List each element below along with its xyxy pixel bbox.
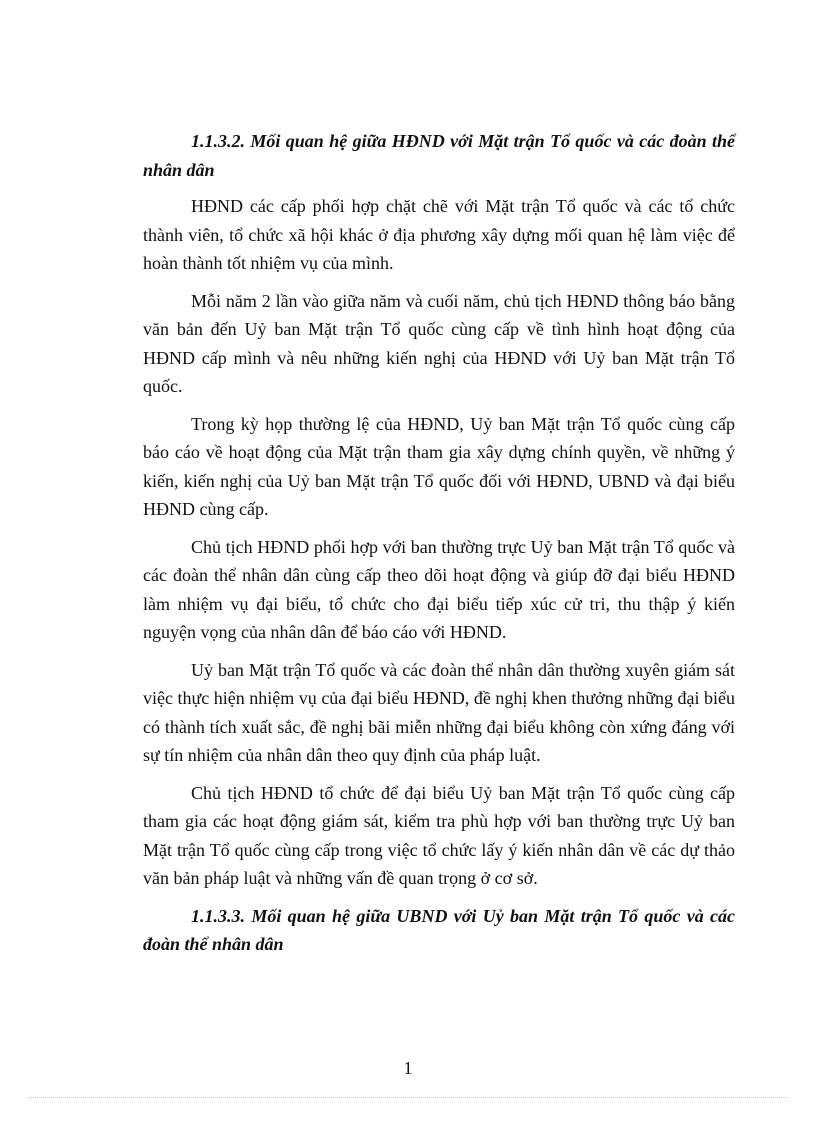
- section-heading-1-1-3-2: 1.1.3.2. Mối quan hệ giữa HĐND với Mặt trận Tổ quốc và các đoàn thể nhân dân: [143, 131, 735, 180]
- page-number: 1: [403, 1058, 413, 1078]
- section-heading-1-1-3-3: 1.1.3.3. Mối quan hệ giữa UBND với Uỷ ban Mặt trận Tổ quốc và các đoàn thể nhân dân: [143, 905, 735, 954]
- paragraph: Trong kỳ họp thường lệ của HĐND, Uỷ ban Mặt trận Tổ quốc cùng cấp báo cáo về hoạt động của Mặt trận tham gia xây dựng chính quyền, về những ý kiến, kiến nghị của Uỷ ban Mặt trận Tổ quốc đối với HĐND, UBND và đại biểu HĐND cùng cấp.: [143, 413, 735, 519]
- paragraph: Mỗi năm 2 lần vào giữa năm và cuối năm, chủ tịch HĐND thông báo bằng văn bản đến Uỷ ban Mặt trận Tổ quốc cùng cấp về tình hình hoạt động của HĐND cấp mình và nêu những kiến nghị của HĐND với Uỷ ban Mặt trận Tổ quốc.: [143, 290, 735, 396]
- paragraph: Chủ tịch HĐND tổ chức để đại biểu Uỷ ban Mặt trận Tổ quốc cùng cấp tham gia các hoạt động giám sát, kiểm tra phù hợp với ban thường trực Uỷ ban Mặt trận Tổ quốc cùng cấp trong việc tổ chức lấy ý kiến nhân dân về các dự thảo văn bản pháp luật và những vấn đề quan trọng ở cơ sở.: [143, 782, 735, 888]
- paragraph: HĐND các cấp phối hợp chặt chẽ với Mặt trận Tổ quốc và các tổ chức thành viên, tổ chức xã hội khác ở địa phương xây dựng mối quan hệ làm việc để hoàn thành tốt nhiệm vụ của mình.: [143, 196, 735, 273]
- paragraph: Uỷ ban Mặt trận Tổ quốc và các đoàn thể nhân dân thường xuyên giám sát việc thực hiện nhiệm vụ của đại biểu HĐND, đề nghị khen thưởng những đại biểu có thành tích xuất sắc, đề nghị bãi miễn những đại biểu không còn xứng đáng với sự tín nhiệm của nhân dân theo quy định của pháp luật.: [143, 659, 735, 765]
- page-bottom-divider: [28, 1097, 788, 1098]
- document-body: [143, 127, 735, 967]
- paragraph: Chủ tịch HĐND phối hợp với ban thường trực Uỷ ban Mặt trận Tổ quốc và các đoàn thể nhân dân cùng cấp theo dõi hoạt động và giúp đỡ đại biểu HĐND làm nhiệm vụ đại biểu, tổ chức cho đại biểu tiếp xúc cử tri, thu thập ý kiến nguyện vọng của nhân dân để báo cáo với HĐND.: [143, 536, 735, 642]
